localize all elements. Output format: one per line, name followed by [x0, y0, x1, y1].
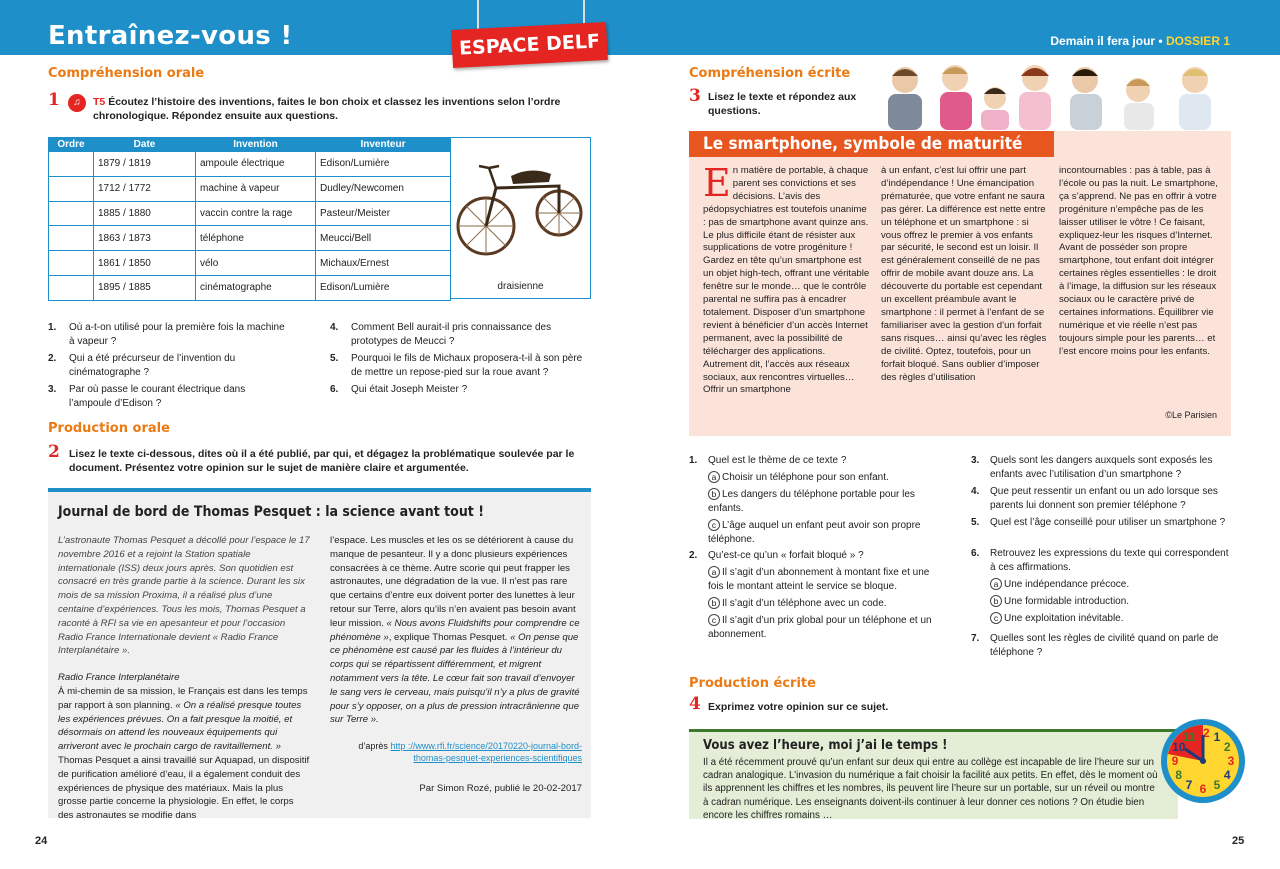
page-number: 24	[35, 835, 48, 847]
inventions-table	[48, 137, 451, 301]
article-credit: ©Le Parisien	[1165, 410, 1217, 420]
question-number: 2.	[48, 353, 57, 364]
table-row	[49, 226, 451, 251]
col-header: Ordre	[49, 138, 94, 152]
question-number: 7.	[971, 633, 980, 644]
child-figure	[1070, 67, 1102, 130]
exercise-number: 3	[689, 86, 701, 106]
option-letter: c	[708, 614, 720, 626]
child-figure	[981, 87, 1009, 130]
journal-box	[48, 488, 591, 822]
question-item	[689, 454, 939, 547]
option-text: Une exploitation inévitable.	[1004, 613, 1124, 624]
journal-paragraph	[330, 534, 582, 727]
clock-digit: 3	[1227, 754, 1235, 768]
question-item	[330, 352, 592, 380]
question-item	[689, 549, 939, 642]
unit-title: Demain il fera jour	[1050, 34, 1156, 48]
col-header: Inventeur	[316, 138, 451, 152]
dossier-label: Demain il fera jour • DOSSIER 1	[1050, 34, 1230, 48]
invention-cell: vaccin contre la rage	[196, 201, 316, 226]
page-title: Entraînez-vous !	[48, 21, 293, 51]
question-text: Qu’est-ce qu’un « forfait bloqué » ?	[708, 550, 864, 561]
inventor-cell: Michaux/Ernest	[316, 251, 451, 276]
col-header: Date	[94, 138, 196, 152]
option-letter: b	[990, 595, 1002, 607]
option-text: Il s’agit d’un abonnement à montant fixe et une fois le montant atteint le service se bloque.	[708, 567, 930, 592]
question-text: Que peut ressentir un enfant ou un ado lorsque ses parents lui donnent son premier téléphone ?	[990, 486, 1218, 511]
article-column: à un enfant, c’est lui offrir une part d’indépendance ! Une émancipation prématurée, que votre enfant ne saura pas gérer. La différence est nette entre un téléphone et un smartphone : si vous offrez le premier à vos enfants par sécurité, le second est un loisir. Il est généralement conseillé de ne pas offrir de mobile avant douze ans. La découverte du portable est cependant un excellent préambule avant le smartphone : il permet à l’enfant de se familiariser avec la gestion d’un forfait sans risques… ainsi qu’avec les règles de civilité. Optez, toutefois, pour un forfait bloqué. Sans oublier d’imposer des règles d’utilisation	[881, 165, 1047, 383]
option-text: Il s’agit d’un prix global pour un téléphone et un abonnement.	[708, 615, 932, 640]
option-letter: a	[708, 471, 720, 483]
child-figure	[1019, 65, 1051, 130]
headphones-icon[interactable]: ♫	[68, 94, 86, 112]
table-row	[49, 176, 451, 201]
inventor-cell: Pasteur/Meister	[316, 201, 451, 226]
col-header: Invention	[196, 138, 316, 152]
source-link[interactable]: http ://www.rfi.fr/science/20170220-journal-bord-thomas-pesquet-experiences-scientifiques	[390, 741, 582, 764]
order-cell[interactable]	[49, 152, 94, 177]
answer-option[interactable]	[708, 488, 939, 516]
section-heading: Production écrite	[689, 676, 816, 691]
child-figure	[888, 67, 922, 130]
answer-option[interactable]	[990, 578, 1229, 592]
question-text: Quel est l’âge conseillé pour utiliser un smartphone ?	[990, 517, 1226, 528]
option-letter: b	[708, 488, 720, 500]
journal-intro: L’astronaute Thomas Pesquet a décollé pour l’espace le 17 novembre 2016 et a rejoint la Station spatiale internationale (ISS) deux jours après. Son quotidien est consacré en très grande partie à la science. Durant les six mois de sa mission Proxima, il a réalisé plus d’une centaine d’expériences. Tous les mois, Thomas Pesquet a raconté à RFI sa vie en apesanteur et pour l’occasion Radio France Internationale devient « Radio France Interplanétaire ».	[58, 535, 310, 657]
question-number: 5.	[971, 517, 980, 528]
article-box	[689, 131, 1231, 436]
journal-paragraph	[58, 685, 310, 754]
section-heading: Compréhension orale	[48, 66, 205, 81]
question-item	[48, 383, 288, 411]
info-box	[689, 729, 1178, 819]
table-row	[49, 201, 451, 226]
option-text: Une indépendance précoce.	[1004, 579, 1130, 590]
clock-digit: 2	[1223, 740, 1231, 754]
option-text: Choisir un téléphone pour son enfant.	[722, 472, 889, 483]
section-heading: Compréhension écrite	[689, 66, 851, 81]
question-text: Pourquoi le fils de Michaux proposera-t-il à son père de mettre un repose-pied sur la roue avant ?	[351, 353, 583, 378]
delf-badge: ESPACE DELF	[451, 22, 608, 68]
article-title: Le smartphone, symbole de maturité	[689, 131, 1054, 157]
drop-cap: E	[703, 161, 731, 205]
question-number: 1.	[48, 322, 57, 333]
article-column: incontournables : pas à table, pas à l’école ou pas la nuit. Le smartphone, ça s’apprend. Ne pas en offrir à votre progéniture n’empêche pas de les laisser utiliser le vôtre ! Ce faisant, expliquez-leur les risques d’Internet. Avant de posséder son propre smartphone, tout enfant doit intégrer certaines règles essentielles : le droit à l’image, la diffusion sur les réseaux sociaux ou le caractère privé de certaines informations. Équilibrer vie numérique et vie réelle n’est pas toujours simple pour les parents… et l’est encore moins pour les enfants.	[1059, 165, 1218, 357]
inventor-cell: Edison/Lumière	[316, 275, 451, 300]
instruction-text: Écoutez l’histoire des inventions, faites le bon choix et classez les inventions selon l’ordre chronologique. Répondez ensuite aux questions.	[93, 96, 561, 122]
info-body: Il a été récemment prouvé qu’un enfant sur deux qui entre au collège est incapable de lire l’heure sur un cadran analogique. L’invasion du numérique a fait choisir la facilité aux petits. En effet, dès le moment où ils apprennent les chiffres et les nombres, ils peuvent lire l’heure sur un portable, sur un réveil ou montre à cadran numérique. Les enseignants doivent-ils continuer à leur donner ces notions ? On étudie bien encore les chiffres romains …	[703, 757, 1158, 821]
date-cell: 1895 / 1885	[94, 275, 196, 300]
question-number: 6.	[330, 384, 339, 395]
draisienne-image	[450, 137, 591, 299]
dossier-number: DOSSIER 1	[1165, 34, 1230, 48]
exercise-number: 2	[48, 442, 60, 462]
question-item	[330, 383, 592, 397]
question-item	[971, 547, 1229, 626]
clock-digit: 12	[1196, 726, 1210, 740]
question-number: 4.	[971, 486, 980, 497]
inventor-cell: Meucci/Bell	[316, 226, 451, 251]
clock-icon	[1158, 716, 1248, 806]
journal-title: Journal de bord de Thomas Pesquet : la science avant tout !	[58, 504, 484, 520]
question-text: Quel est le thème de ce texte ?	[708, 455, 847, 466]
question-number: 4.	[330, 322, 339, 333]
date-cell: 1861 / 1850	[94, 251, 196, 276]
invention-cell: vélo	[196, 251, 316, 276]
order-cell[interactable]	[49, 275, 94, 300]
journal-column-right	[330, 534, 582, 796]
question-text: Qui était Joseph Meister ?	[351, 384, 468, 395]
answer-option[interactable]	[708, 471, 939, 485]
date-cell: 1879 / 1819	[94, 152, 196, 177]
option-letter: a	[990, 578, 1002, 590]
info-title: Vous avez l’heure, moi j’ai le temps !	[703, 738, 948, 753]
article-column	[703, 161, 871, 397]
question-item	[971, 454, 1229, 482]
invention-cell: téléphone	[196, 226, 316, 251]
invention-cell: ampoule électrique	[196, 152, 316, 177]
clock-digit: 10	[1172, 740, 1186, 754]
table-row	[49, 152, 451, 177]
question-item	[971, 516, 1229, 530]
text-run: l’espace. Les muscles et les os se détériorent à cause du manque de pesanteur. Il y a donc plusieurs expériences consacrées à ce thème. Autre scorie qui peut frapper les astronautes, une dégradation de la vue. Il n’est pas rare que certains d’entre eux doivent porter des lunettes à leur retour sur Terre, alors qu’ils n’en avaient pas besoin avant leur mission.	[330, 535, 576, 629]
option-text: L’âge auquel un enfant peut avoir son propre téléphone.	[708, 520, 921, 545]
inventor-cell: Edison/Lumière	[316, 152, 451, 177]
question-item	[48, 352, 288, 380]
child-figure	[1124, 78, 1154, 130]
date-cell: 1885 / 1880	[94, 201, 196, 226]
order-cell[interactable]	[49, 176, 94, 201]
quote-run: « On a réalisé presque toutes les expériences prévues. On a fait presque la moitié, et désormais on attend les nouveaux équipements qui arriveront avec le prochain cargo de ravitaillement. »	[58, 699, 302, 753]
option-letter: a	[708, 566, 720, 578]
clock-digit: 5	[1213, 778, 1221, 793]
clock-digit: 4	[1223, 768, 1231, 782]
question-text: Par où passe le courant électrique dans l’ampoule d’Edison ?	[69, 384, 246, 409]
question-item	[971, 632, 1229, 660]
table-row	[49, 251, 451, 276]
journal-byline: Par Simon Rozé, publié le 20-02-2017	[419, 783, 582, 795]
option-letter: b	[708, 597, 720, 609]
article-text: n matière de portable, à chaque parent ses convictions et ses décisions. L’avis des pédopsychiatres est toutefois unanime : pas de smartphone avant quinze ans. Le plus difficile étant de résister aux supplications de votre progéniture ! Gardez en tête qu’un smartphone est un objet high-tech, offrant une véritable fenêtre sur le monde… que le contrôle parental ne suffira pas à encadrer totalement. Disposer d’un smartphone revient à bénéficier d’un accès Internet permanent, avec la possibilité de télécharger des applications. Autrement dit, l’accès aux réseaux sociaux, aux rencontres virtuelles… Offrir un smartphone	[703, 165, 870, 396]
answer-option[interactable]	[990, 612, 1229, 626]
question-text: Qui a été précurseur de l’invention du cinématographe ?	[69, 353, 236, 378]
answer-option[interactable]	[990, 595, 1229, 609]
source-prefix: d’après	[358, 741, 391, 752]
order-cell[interactable]	[49, 251, 94, 276]
journal-paragraph: Thomas Pesquet a ainsi travaillé sur Aquapad, un dispositif de purification amélioré d’eau, il a également conduit des expériences de physique des matériaux. Mais la plus grosse partie concerne la physiologie. En effet, le corps des astronautes se modifie dans	[58, 754, 310, 822]
answer-option[interactable]	[708, 566, 939, 594]
question-text: Quels sont les dangers auxquels sont exposés les enfants avec l’utilisation d’un smartphone ?	[990, 455, 1213, 480]
answer-option[interactable]	[708, 614, 939, 642]
exercise-instruction: Lisez le texte et répondez aux questions.	[708, 91, 857, 117]
invention-cell: machine à vapeur	[196, 176, 316, 201]
date-cell: 1863 / 1873	[94, 226, 196, 251]
child-figure	[1179, 67, 1211, 130]
question-text: Comment Bell aurait-il pris connaissance des prototypes de Meucci ?	[351, 322, 552, 347]
section-heading: Production orale	[48, 421, 170, 436]
question-text: Où a-t-on utilisé pour la première fois la machine à vapeur ?	[69, 322, 285, 347]
question-number: 3.	[971, 455, 980, 466]
question-item	[971, 485, 1229, 513]
option-letter: c	[990, 612, 1002, 624]
question-number: 6.	[971, 548, 980, 559]
clock-digit: 6	[1199, 782, 1207, 796]
invention-cell: cinématographe	[196, 275, 316, 300]
question-number: 1.	[689, 455, 698, 466]
journal-column-left	[58, 534, 310, 823]
clock-digit: 11	[1182, 729, 1196, 744]
option-text: Une formidable introduction.	[1004, 596, 1130, 607]
children-with-devices-photo	[880, 60, 1230, 130]
clock-digit: 1	[1213, 729, 1221, 744]
clock-digit: 9	[1171, 754, 1179, 768]
option-letter: c	[708, 519, 720, 531]
exercise-instruction: Exprimez votre opinion sur ce sujet.	[708, 701, 889, 713]
child-figure	[940, 65, 972, 130]
order-cell[interactable]	[49, 201, 94, 226]
quote-run: « Nous avons Fluidshifts pour comprendre ce phénomène »	[330, 617, 580, 643]
order-cell[interactable]	[49, 226, 94, 251]
journal-source	[330, 740, 582, 764]
question-text: Retrouvez les expressions du texte qui correspondent à ces affirmations.	[990, 548, 1229, 573]
exercise-instruction: Lisez le texte ci-dessous, dites où il a été publié, par qui, et dégagez la problématique soulevée par le document. Présentez votre opinion sur le sujet de manière claire et argumentée.	[69, 448, 575, 474]
question-number: 5.	[330, 353, 339, 364]
quote-run: « On pense que ce phénomène est causé par les fluides à l’intérieur du corps qui se répartissent différemment, et migrent notamment vers la tête. Le cœur fait son travail d’envoyer le sang vers le cerveau, mais puisqu’il n’y a plus de gravité pour s’y opposer, on a plus de pression intracrânienne que sur Terre ».	[330, 631, 580, 726]
clock-digit: 7	[1185, 778, 1193, 793]
badge-string	[477, 0, 479, 30]
question-number: 2.	[689, 550, 698, 561]
exercise-number: 4	[689, 694, 701, 714]
question-item	[48, 321, 288, 349]
text-run: , explique Thomas Pesquet.	[388, 631, 511, 643]
option-text: Les dangers du téléphone portable pour les enfants.	[708, 489, 915, 514]
table-row	[49, 275, 451, 300]
question-number: 3.	[48, 384, 57, 395]
draisienne-illustration	[451, 138, 590, 278]
inventor-cell: Dudley/Newcomen	[316, 176, 451, 201]
clock-digit: 8	[1175, 768, 1183, 782]
track-label: T5	[93, 96, 106, 108]
answer-option[interactable]	[708, 519, 939, 547]
exercise-number: 1	[48, 90, 60, 110]
text-run: À mi-chemin de sa mission, le Français est dans les temps par rapport à son planning.	[58, 685, 308, 711]
page-number: 25	[1232, 835, 1245, 847]
date-cell: 1712 / 1772	[94, 176, 196, 201]
image-caption: draisienne	[497, 281, 544, 292]
answer-option[interactable]	[708, 597, 939, 611]
journal-subheading: Radio France Interplanétaire	[58, 672, 180, 684]
question-text: Quelles sont les règles de civilité quand on parle de téléphone ?	[990, 633, 1219, 658]
question-item	[330, 321, 592, 349]
option-text: Il s’agit d’un téléphone avec un code.	[722, 598, 887, 609]
exercise-instruction	[93, 95, 583, 123]
